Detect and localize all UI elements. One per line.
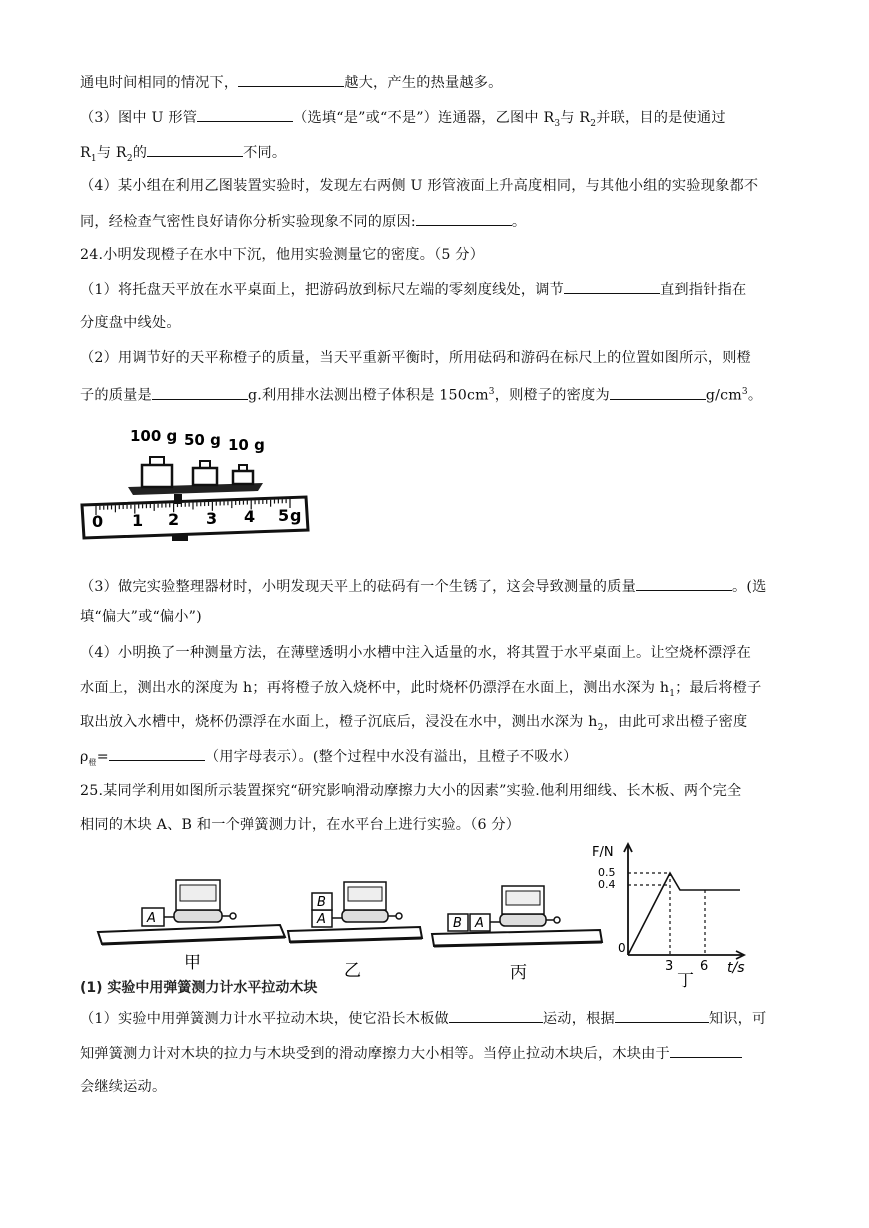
text: 知弹簧测力计对木块的拉力与木块受到的滑动摩擦力大小相等。当停止拉动木块后，木块由于 — [80, 1046, 670, 1062]
text-line — [80, 142, 790, 169]
text-line — [80, 712, 790, 738]
text: （4）小明换了一种测量方法，在薄壁透明小水槽中注入适量的水，将其置于水平桌面上。让空烧杯漂浮在 — [80, 645, 752, 661]
question-25-title — [80, 781, 790, 801]
text: 相同的木块 A、B 和一个弹簧测力计，在水平台上进行实验。（6 分） — [80, 817, 521, 833]
subscript: 2 — [126, 153, 133, 164]
graph-x-tick: 3 — [665, 959, 674, 974]
text: 取出放入水槽中，烧杯仍漂浮在水面上，橙子沉底后，浸没在水中，测出水深为 h — [80, 714, 598, 730]
superscript: 3 — [488, 387, 495, 397]
graph-label: 丁 — [677, 971, 694, 991]
subscript: 1 — [669, 688, 676, 699]
text-line — [80, 643, 790, 663]
text: 会继续运动。 — [80, 1079, 167, 1095]
text-line — [80, 279, 790, 300]
answer-blank[interactable] — [197, 107, 293, 122]
answer-blank[interactable] — [152, 385, 248, 400]
text: R — [80, 145, 91, 161]
text-line — [80, 72, 790, 93]
answer-blank[interactable] — [147, 142, 243, 157]
spring-scale-icon — [500, 914, 546, 926]
text: （1）将托盘天平放在水平桌面上，把游码放到标尺左端的零刻度线处，调节 — [80, 282, 565, 298]
text: 分度盘中线处。 — [80, 315, 181, 331]
text: 的 — [132, 145, 148, 161]
scale-tick-label: 3 — [206, 509, 218, 528]
question-24-title — [80, 245, 790, 265]
answer-blank[interactable] — [615, 1008, 709, 1023]
answer-blank[interactable] — [610, 385, 706, 400]
graph-x-label: t/s — [727, 960, 745, 976]
subscript: 2 — [597, 722, 604, 733]
force-curve — [628, 873, 740, 955]
subscript: 2 — [590, 118, 597, 129]
text: （选填“是”或“不是”）连通器，乙图中 R — [293, 110, 555, 126]
answer-blank[interactable] — [449, 1008, 543, 1023]
text: （用字母表示）。(整个过程中水没有溢出，且橙子不吸水） — [204, 749, 578, 765]
text-line — [80, 746, 790, 773]
text: （1）实验中用弹簧测力计水平拉动木块，使它沿长木板做 — [80, 1011, 449, 1027]
text: ρ — [80, 749, 89, 765]
text: 与 R — [96, 145, 127, 161]
rider-marker — [174, 494, 182, 504]
answer-blank[interactable] — [238, 72, 344, 87]
setup-label: 乙 — [344, 961, 361, 981]
friction-figure — [80, 840, 800, 1005]
scale-tick-label: 2 — [168, 510, 180, 529]
setup-label: 甲 — [184, 953, 201, 973]
text: 运动，根据 — [542, 1011, 615, 1027]
setup-yi — [288, 882, 422, 981]
text: （4）某小组在利用乙图装置实验时，发现左右两侧 U 形管液面上升高度相同，与其他小组的实验现象都不 — [80, 178, 759, 194]
text-line — [80, 607, 790, 627]
block-label: A — [317, 912, 326, 927]
text-line — [80, 815, 790, 835]
text: = — [96, 749, 109, 765]
text: 水面上，测出水的深度为 h；再将橙子放入烧杯中，此时烧杯仍漂浮在水面上，测出水深为 h — [80, 680, 670, 696]
text-line — [80, 107, 790, 134]
text: 填“偏大”或“偏小”) — [80, 609, 202, 625]
subscript: 橙 — [88, 757, 97, 767]
setup-label: 丙 — [510, 963, 527, 983]
text-line — [80, 1043, 790, 1064]
text: （3）图中 U 形管 — [80, 110, 198, 126]
force-time-graph — [592, 844, 745, 991]
superscript: 3 — [741, 387, 748, 397]
scale-tick-label: 4 — [244, 507, 256, 526]
text: ；最后将橙子 — [675, 680, 762, 696]
text-line — [80, 348, 790, 368]
text: 。 — [747, 387, 763, 404]
answer-blank[interactable] — [109, 746, 205, 761]
text-line — [80, 576, 790, 597]
answer-blank[interactable] — [564, 279, 660, 294]
text: 子的质量是 — [80, 387, 152, 404]
text: 。 — [511, 214, 527, 230]
text-line — [80, 678, 790, 704]
scale-tick-label: 5 — [278, 506, 290, 525]
text: 知识，可 — [708, 1011, 767, 1027]
text: 同，经检查气密性良好请你分析实验现象不同的原因: — [80, 214, 416, 230]
text-line — [80, 176, 790, 196]
text: 直到指针指在 — [660, 282, 747, 298]
spring-scale-icon — [174, 910, 222, 922]
text-line — [80, 382, 790, 406]
block-label: A — [475, 916, 484, 931]
text-line — [80, 1077, 790, 1097]
block-label: B — [317, 895, 326, 910]
text: 25.某同学利用如图所示装置探究“研究影响滑动摩擦力大小的因素”实验.他利用细线、长木板、两个完全 — [80, 783, 742, 799]
setup-bing — [432, 886, 602, 983]
text-line — [80, 313, 790, 333]
balance-figure — [78, 415, 318, 565]
text-line — [80, 211, 790, 232]
text: g.利用排水法测出橙子体积是 150cm — [247, 387, 489, 404]
setup-jia — [98, 880, 285, 973]
text: 越大，产生的热量越多。 — [344, 75, 503, 91]
text-line — [80, 1008, 790, 1029]
graph-y-tick: 0.5 — [598, 866, 616, 879]
weight-100g-icon — [142, 457, 172, 487]
graph-y-tick: 0.4 — [598, 878, 616, 891]
scale-tick-label: 0 — [92, 512, 104, 531]
graph-origin: 0 — [618, 941, 626, 955]
weight-50g-icon — [193, 461, 217, 485]
rider-foot — [172, 534, 188, 541]
graph-x-tick: 6 — [700, 959, 709, 974]
text: 通电时间相同的情况下， — [80, 75, 239, 91]
weight-label-50g: 50 g — [184, 431, 221, 449]
cutoff-text: (1) 实验中用弹簧测力计水平拉动木块 — [80, 980, 318, 996]
answer-blank[interactable] — [636, 576, 732, 591]
text: 24.小明发现橙子在水中下沉，他用实验测量它的密度。（5 分） — [80, 247, 485, 263]
answer-blank[interactable] — [670, 1043, 742, 1058]
text: g/cm — [705, 387, 742, 404]
spring-scale-icon — [342, 910, 388, 922]
subscript: 1 — [90, 153, 97, 164]
weight-label-10g: 10 g — [228, 436, 265, 454]
weight-label-100g: 100 g — [130, 427, 178, 445]
text: 不同。 — [243, 145, 287, 161]
block-label: A — [147, 911, 156, 926]
text: （2）用调节好的天平称橙子的质量，当天平重新平衡时，所用砝码和游码在标尺上的位置如图所示，则橙 — [80, 350, 752, 366]
graph-y-label: F/N — [592, 845, 614, 860]
text: ，由此可求出橙子密度 — [603, 714, 748, 730]
text: 。(选 — [731, 579, 767, 595]
text: （3）做完实验整理器材时，小明发现天平上的砝码有一个生锈了，这会导致测量的质量 — [80, 579, 636, 595]
text: 并联，目的是使通过 — [596, 110, 726, 126]
text: 与 R — [560, 110, 591, 126]
answer-blank[interactable] — [416, 211, 512, 226]
weight-10g-icon — [233, 465, 253, 484]
scale-unit-label: g — [290, 506, 302, 525]
text: ，则橙子的密度为 — [494, 387, 610, 404]
block-label: B — [453, 916, 462, 931]
scale-tick-label: 1 — [132, 511, 144, 530]
subscript: 3 — [554, 118, 561, 129]
